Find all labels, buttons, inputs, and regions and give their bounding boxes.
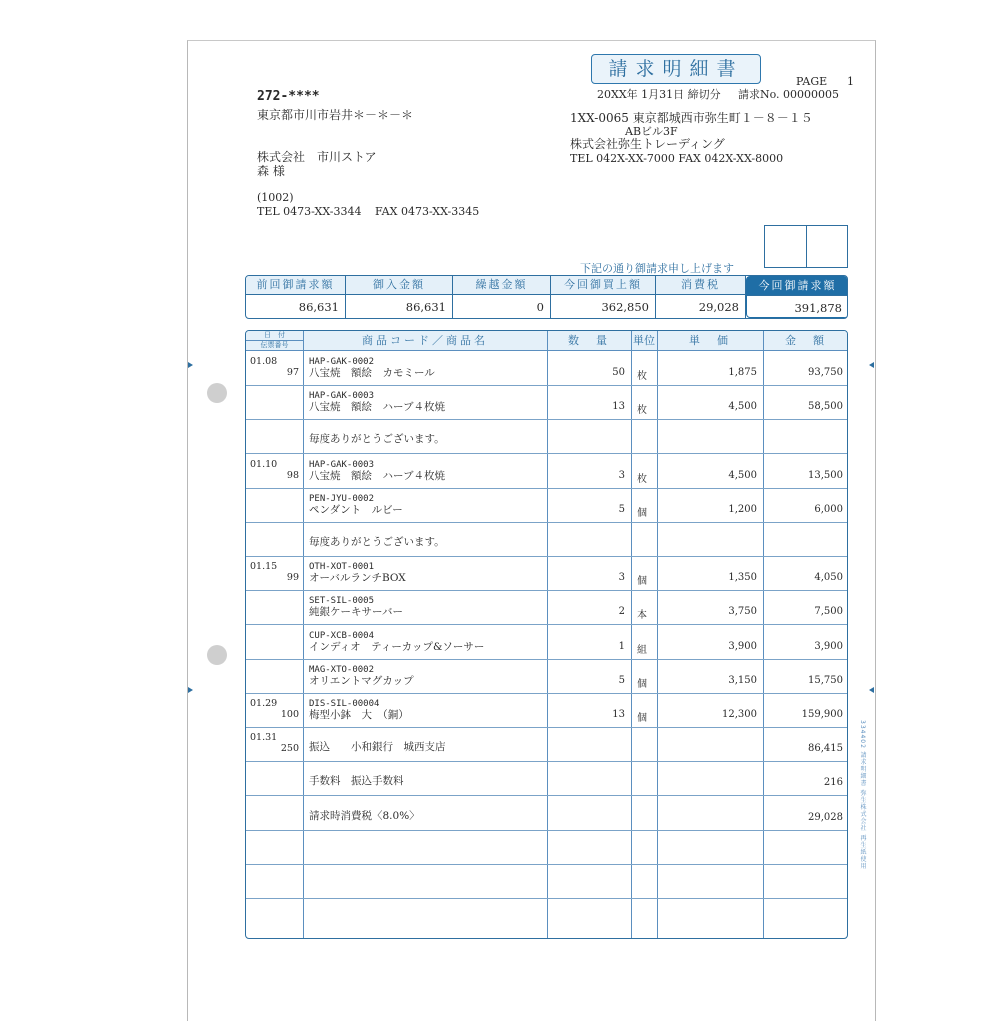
product-name: 八宝焼 額絵 カモミール <box>309 367 435 379</box>
row-quantity: 50 <box>612 367 625 378</box>
cell-quantity <box>547 864 631 898</box>
summary-header: 今回御請求額 <box>747 277 848 296</box>
product-code: HAP-GAK-0003 <box>309 459 375 470</box>
summary-current-purchases <box>551 276 656 318</box>
cell-unit <box>631 727 657 761</box>
product-name: インディオ ティーカップ&ソーサー <box>309 640 485 653</box>
cell-unit <box>631 830 657 864</box>
cell-product <box>303 625 547 659</box>
summary-tax <box>656 276 746 318</box>
cell-unit-price <box>657 385 763 419</box>
cell-amount <box>763 830 848 864</box>
header-unit-price: 単 価 <box>657 331 763 350</box>
table-row <box>246 385 847 419</box>
cell-unit-price <box>657 659 763 693</box>
row-unit: 枚 <box>637 473 647 485</box>
cell-amount <box>763 556 848 590</box>
invoice-note: 下記の通り御請求申し上げます <box>580 262 734 275</box>
table-row <box>246 488 847 522</box>
summary-value: 86,631 <box>405 300 446 314</box>
recipient-company: 株式会社 市川ストア <box>257 150 377 164</box>
table-row <box>246 351 847 385</box>
cell-unit-price <box>657 351 763 385</box>
cell-date-slip <box>246 864 303 898</box>
cell-amount <box>763 727 848 761</box>
row-quantity: 13 <box>612 401 625 413</box>
table-row <box>246 590 847 624</box>
row-quantity: 3 <box>618 469 625 481</box>
cell-unit <box>631 351 657 385</box>
row-amount: 3,900 <box>814 640 843 652</box>
cell-date-slip <box>246 830 303 864</box>
cell-unit-price <box>657 830 763 864</box>
recipient-address: 東京都市川市岩井＊－＊－＊ <box>257 108 414 122</box>
row-unit: 本 <box>637 610 647 622</box>
cell-quantity <box>547 659 631 693</box>
cell-quantity <box>547 727 631 761</box>
product-code: PEN-JYU-0002 <box>309 493 375 504</box>
cell-amount <box>763 522 848 556</box>
cell-unit-price <box>657 761 763 795</box>
product-code: OTH-XOT-0001 <box>309 562 375 573</box>
cell-date-slip <box>246 556 303 590</box>
row-slip-number: 100 <box>280 709 299 720</box>
product-name: 八宝焼 額絵 ハーブ４枚焼 <box>309 469 445 482</box>
cell-date-slip <box>246 454 303 488</box>
sender-company: 株式会社弥生トレーディング <box>570 137 725 151</box>
table-row <box>246 625 847 659</box>
document-title: 請求明細書 <box>591 54 761 84</box>
invoice-number: 請求No. 00000005 <box>738 88 840 101</box>
cell-date-slip <box>246 761 303 795</box>
cell-quantity <box>547 590 631 624</box>
cell-amount <box>763 796 848 830</box>
cell-product <box>303 590 547 624</box>
cell-quantity <box>547 351 631 385</box>
sender-building: ABビル3F <box>625 125 678 138</box>
cell-amount <box>763 693 848 727</box>
cell-unit <box>631 898 657 932</box>
product-name: 八宝焼 額絵 ハーブ４枚焼 <box>309 401 445 414</box>
cell-unit <box>631 659 657 693</box>
cell-unit-price <box>657 864 763 898</box>
row-unit: 個 <box>637 576 647 588</box>
summary-value: 29,028 <box>698 300 739 314</box>
cell-product <box>303 351 547 385</box>
table-row <box>246 898 847 932</box>
cell-unit-price <box>657 488 763 522</box>
cell-quantity <box>547 830 631 864</box>
cell-unit-price <box>657 454 763 488</box>
row-description: 手数料 振込手数料 <box>309 775 404 788</box>
cell-product <box>303 454 547 488</box>
header-product: 商品コード／商品名 <box>303 331 547 350</box>
table-row <box>246 454 847 488</box>
table-row <box>246 659 847 693</box>
cell-unit-price <box>657 556 763 590</box>
product-name: 梅型小鉢 大 （銅） <box>309 709 409 721</box>
header-date-slip <box>246 331 303 350</box>
cell-amount <box>763 761 848 795</box>
row-unit: 個 <box>637 713 647 724</box>
table-row <box>246 693 847 727</box>
table-row <box>246 830 847 864</box>
cell-date-slip <box>246 693 303 727</box>
summary-payment-received <box>346 276 453 318</box>
punch-hole-bottom <box>207 645 227 665</box>
row-unit-price: 4,500 <box>728 401 757 413</box>
cell-unit-price <box>657 590 763 624</box>
row-amount: 216 <box>823 777 843 789</box>
summary-table <box>245 275 848 319</box>
cell-date-slip <box>246 385 303 419</box>
cell-date-slip <box>246 488 303 522</box>
row-slip-number: 99 <box>286 572 299 584</box>
row-unit-price: 3,900 <box>728 640 757 652</box>
cell-unit <box>631 796 657 830</box>
row-unit: 個 <box>637 678 647 690</box>
row-amount: 7,500 <box>814 606 843 618</box>
row-date: 01.10 <box>250 458 278 470</box>
row-unit: 個 <box>637 507 647 519</box>
cell-quantity <box>547 488 631 522</box>
row-quantity: 2 <box>618 606 625 618</box>
cell-quantity <box>547 419 631 453</box>
cell-date-slip <box>246 522 303 556</box>
cell-unit <box>631 761 657 795</box>
row-amount: 13,500 <box>808 469 843 481</box>
cell-amount <box>763 590 848 624</box>
cell-product <box>303 898 547 932</box>
row-unit-price: 1,200 <box>728 503 757 515</box>
cell-unit <box>631 693 657 727</box>
cell-product <box>303 830 547 864</box>
row-date: 01.08 <box>250 356 278 367</box>
cell-unit <box>631 556 657 590</box>
cell-date-slip <box>246 419 303 453</box>
table-row <box>246 419 847 453</box>
table-row <box>246 522 847 556</box>
row-date: 01.15 <box>250 561 278 573</box>
row-quantity: 5 <box>618 674 625 686</box>
summary-current-invoice-total <box>746 276 848 318</box>
row-amount: 29,028 <box>808 811 843 823</box>
cell-date-slip <box>246 898 303 932</box>
cell-product <box>303 727 547 761</box>
cell-quantity <box>547 385 631 419</box>
row-description: 請求時消費税〈8.0%〉 <box>309 809 420 822</box>
row-amount: 6,000 <box>814 503 843 515</box>
cell-unit <box>631 454 657 488</box>
row-amount: 93,750 <box>808 367 843 378</box>
cell-unit-price <box>657 693 763 727</box>
row-slip-number: 250 <box>280 743 299 755</box>
cell-unit <box>631 590 657 624</box>
row-quantity: 1 <box>618 640 625 652</box>
recipient-person: 森 様 <box>257 164 285 178</box>
summary-header: 今回御買上額 <box>551 276 655 295</box>
table-row <box>246 864 847 898</box>
form-side-label: 334402 請求明細書 弥生株式会社 再生紙使用 <box>859 720 866 870</box>
row-amount: 86,415 <box>808 743 843 755</box>
row-unit-price: 1,350 <box>728 572 757 584</box>
row-unit-price: 12,300 <box>722 709 757 720</box>
cell-unit-price <box>657 727 763 761</box>
cell-product <box>303 556 547 590</box>
cell-date-slip <box>246 659 303 693</box>
cell-amount <box>763 488 848 522</box>
cell-quantity <box>547 625 631 659</box>
row-quantity: 3 <box>618 572 625 584</box>
row-date: 01.31 <box>250 732 278 744</box>
cell-product <box>303 796 547 830</box>
product-code: HAP-GAK-0002 <box>309 357 375 367</box>
row-slip-number: 97 <box>286 367 299 378</box>
cell-unit-price <box>657 625 763 659</box>
row-date: 01.29 <box>250 698 278 709</box>
cell-unit <box>631 419 657 453</box>
cell-unit <box>631 625 657 659</box>
product-name: 純銀ケーキサーバー <box>309 606 403 619</box>
cell-unit-price <box>657 898 763 932</box>
cell-amount <box>763 351 848 385</box>
summary-header: 御入金額 <box>346 276 452 295</box>
cell-amount <box>763 385 848 419</box>
row-amount: 159,900 <box>801 709 843 720</box>
product-code: SET-SIL-0005 <box>309 596 375 607</box>
cell-amount <box>763 625 848 659</box>
product-name: オーバルランチBOX <box>309 572 406 585</box>
recipient-code: (1002) <box>257 191 294 204</box>
line-items-table <box>245 330 848 939</box>
left-marker-bottom-icon <box>188 687 193 693</box>
cell-unit <box>631 488 657 522</box>
product-code: MAG-XTO-0002 <box>309 664 375 675</box>
right-marker-bottom-icon <box>869 687 874 693</box>
cell-unit <box>631 522 657 556</box>
cell-product <box>303 385 547 419</box>
header-unit: 単位 <box>631 331 657 350</box>
row-description: 毎度ありがとうございます。 <box>309 536 445 548</box>
cell-product <box>303 419 547 453</box>
cell-unit <box>631 385 657 419</box>
product-code: DIS-SIL-00004 <box>309 699 380 709</box>
row-unit: 枚 <box>637 405 647 417</box>
cell-quantity <box>547 454 631 488</box>
punch-hole-top <box>207 383 227 403</box>
row-unit-price: 3,150 <box>728 674 757 686</box>
row-description: 毎度ありがとうございます。 <box>309 433 445 446</box>
row-quantity: 13 <box>612 709 625 720</box>
sender-address: 1XX-0065 東京都城西市弥生町１－８－１５ <box>570 111 813 125</box>
cell-date-slip <box>246 351 303 385</box>
cell-amount <box>763 898 848 932</box>
summary-value: 86,631 <box>298 300 339 314</box>
row-slip-number: 98 <box>286 469 299 481</box>
cell-unit <box>631 864 657 898</box>
stamp-boxes <box>764 225 848 268</box>
row-unit-price: 1,875 <box>728 367 757 378</box>
cell-quantity <box>547 796 631 830</box>
row-unit: 組 <box>637 644 647 656</box>
cell-date-slip <box>246 590 303 624</box>
cell-quantity <box>547 556 631 590</box>
cell-date-slip <box>246 727 303 761</box>
row-amount: 15,750 <box>808 674 843 686</box>
sender-contact: TEL 042X-XX-7000 FAX 042X-XX-8000 <box>570 152 784 165</box>
row-unit: 枚 <box>637 371 647 382</box>
cell-quantity <box>547 761 631 795</box>
summary-header: 消費税 <box>656 276 745 295</box>
summary-header: 繰越金額 <box>453 276 550 295</box>
table-row <box>246 796 847 830</box>
cell-amount <box>763 864 848 898</box>
cell-product <box>303 659 547 693</box>
recipient-tel: TEL 0473-XX-3344 <box>257 205 362 218</box>
row-unit-price: 3,750 <box>728 606 757 618</box>
summary-value: 362,850 <box>601 300 649 314</box>
summary-header: 前回御請求額 <box>246 276 345 295</box>
product-code: CUP-XCB-0004 <box>309 630 375 641</box>
cell-amount <box>763 419 848 453</box>
cell-amount <box>763 454 848 488</box>
cell-quantity <box>547 898 631 932</box>
summary-value: 0 <box>536 300 544 314</box>
recipient-postal: 272-**** <box>257 89 320 104</box>
product-name: オリエントマグカップ <box>309 674 414 687</box>
row-amount: 4,050 <box>814 572 843 584</box>
product-name: ペンダント ルビー <box>309 503 403 516</box>
header-date: 日 付 <box>246 331 303 341</box>
row-description: 振込 小和銀行 城西支店 <box>309 741 446 754</box>
header-slip-number: 伝票番号 <box>260 341 289 349</box>
header-quantity: 数 量 <box>547 331 631 350</box>
cell-product <box>303 693 547 727</box>
table-row <box>246 761 847 795</box>
right-marker-top-icon <box>869 362 874 368</box>
cell-product <box>303 522 547 556</box>
summary-previous-balance <box>246 276 346 318</box>
row-quantity: 5 <box>618 503 625 515</box>
table-row <box>246 556 847 590</box>
closing-date: 20XX年 1月31日 締切分 <box>597 88 721 101</box>
cell-quantity <box>547 522 631 556</box>
page-number: 1 <box>847 75 854 88</box>
cell-unit-price <box>657 419 763 453</box>
product-code: HAP-GAK-0003 <box>309 391 375 402</box>
cell-date-slip <box>246 625 303 659</box>
page-label: PAGE <box>796 75 828 88</box>
cell-product <box>303 761 547 795</box>
summary-carryover <box>453 276 551 318</box>
cell-product <box>303 488 547 522</box>
cell-quantity <box>547 693 631 727</box>
row-unit-price: 4,500 <box>728 469 757 481</box>
recipient-fax: FAX 0473-XX-3345 <box>375 205 480 218</box>
cell-product <box>303 864 547 898</box>
cell-unit-price <box>657 522 763 556</box>
cell-date-slip <box>246 796 303 830</box>
cell-unit-price <box>657 796 763 830</box>
table-row <box>246 727 847 761</box>
cell-amount <box>763 659 848 693</box>
header-amount: 金 額 <box>763 331 848 350</box>
left-marker-top-icon <box>188 362 193 368</box>
row-amount: 58,500 <box>808 401 843 413</box>
summary-value: 391,878 <box>794 301 842 315</box>
